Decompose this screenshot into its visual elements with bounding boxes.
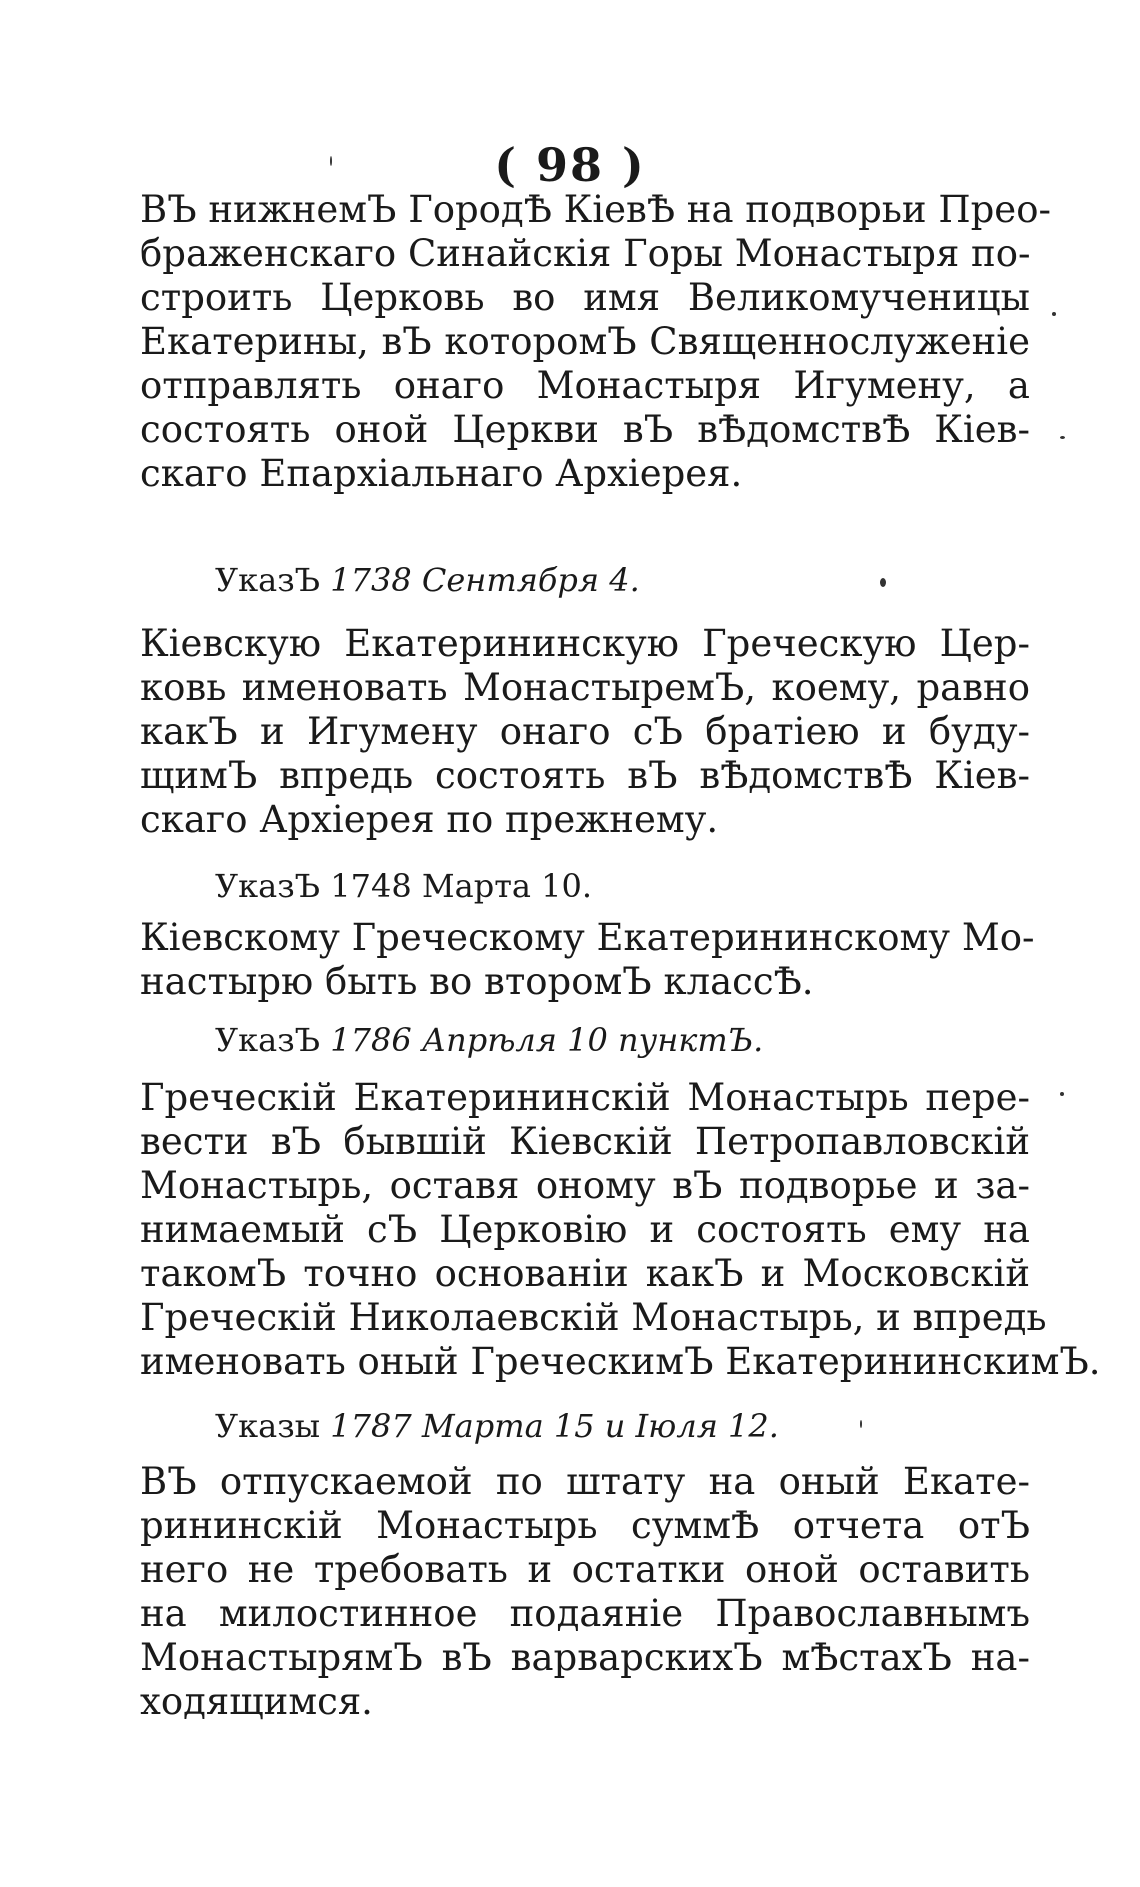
- text-line: именовать оный ГреческимЪ ЕкатерининскимЪ.: [140, 1340, 1101, 1383]
- text-line: него не требовать и остатки оной оставить: [140, 1548, 1030, 1591]
- text-line: какЪ и Игумену онаго сЪ братiею и буду-: [140, 710, 1030, 753]
- text-line: вести вЪ бывшiй Кiевскiй Петропавловскiй: [140, 1120, 1030, 1163]
- paragraph-2: [140, 622, 1030, 842]
- text-line: настырю быть во второмЪ классѢ.: [140, 960, 814, 1003]
- decree-reference-4: [215, 1406, 779, 1446]
- text-line: на милостинное подаянiе Православнымъ: [140, 1592, 1030, 1635]
- text-line: ВЪ отпускаемой по штату на оный Екате-: [140, 1460, 1030, 1503]
- decree-reference-1: [215, 560, 640, 600]
- text-line: щимЪ впредь состоять вЪ вѢдомствѢ Кiев-: [140, 754, 1030, 797]
- scan-speck: [1060, 436, 1065, 439]
- decree-reference-2: [215, 866, 592, 906]
- text-line: браженскаго Синайскiя Горы Монастыря по-: [140, 232, 1031, 275]
- text-line: состоять оной Церкви вЪ вѢдомствѢ Кiев-: [140, 408, 1030, 451]
- scan-speck: [1060, 1092, 1064, 1096]
- text-line: Кiевскую Екатерининскую Греческую Цер-: [140, 622, 1030, 665]
- paragraph-5: [140, 1460, 1030, 1724]
- paragraph-3: [140, 916, 1035, 1004]
- decree-label: УказЪ: [215, 561, 321, 599]
- decree-date: 1787 Марта 15 и Iюля 12.: [330, 1407, 779, 1445]
- text-line: скаго Архiерея по прежнему.: [140, 798, 719, 841]
- text-line: Греческiй Николаевскiй Монастырь, и впредь: [140, 1296, 1047, 1339]
- text-line: Екатерины, вЪ которомЪ Священнослуженiе: [140, 320, 1030, 363]
- text-line: ВЪ нижнемЪ ГородѢ КiевѢ на подворьи Прео-: [140, 188, 1051, 231]
- text-line: ходящимся.: [140, 1680, 373, 1723]
- paragraph-1: [140, 188, 1051, 496]
- scan-speck: [860, 1420, 862, 1428]
- text-line: строить Церковь во имя Великомученицы: [140, 276, 1030, 319]
- decree-reference-3: [215, 1020, 763, 1060]
- scan-speck: [880, 578, 886, 587]
- decree-label: УказЪ: [215, 867, 321, 905]
- decree-label: УказЪ: [215, 1021, 321, 1059]
- paragraph-4: [140, 1076, 1101, 1384]
- decree-date: 1786 Апрѣля 10 пунктЪ.: [330, 1021, 764, 1059]
- scan-speck: [1052, 312, 1056, 316]
- scan-speck: [330, 156, 332, 166]
- text-line: скаго Епархiальнаго Архiерея.: [140, 452, 743, 495]
- decree-date: 1748 Марта 10.: [330, 867, 593, 905]
- text-line: Греческiй Екатерининскiй Монастырь пере-: [140, 1076, 1030, 1119]
- text-line: отправлять онаго Монастыря Игумену, а: [140, 364, 1030, 407]
- text-line: Кiевскому Греческому Екатерининскому Мо-: [140, 916, 1035, 959]
- text-line: нимаемый сЪ Церковiю и состоять ему на: [140, 1208, 1030, 1251]
- text-line: ковь именовать МонастыремЪ, коему, равно: [140, 666, 1030, 709]
- decree-label: Указы: [215, 1407, 321, 1445]
- text-line: такомЪ точно основанiи какЪ и Московскiй: [140, 1252, 1030, 1295]
- decree-date: 1738 Сентября 4.: [330, 561, 640, 599]
- text-line: Монастырь, оставя оному вЪ подворье и за-: [140, 1164, 1030, 1207]
- page-number: ( 98 ): [494, 138, 646, 192]
- text-line: МонастырямЪ вЪ варварскихЪ мѢстахЪ на-: [140, 1636, 1030, 1679]
- text-line: рининскiй Монастырь суммѢ отчета отЪ: [140, 1504, 1030, 1547]
